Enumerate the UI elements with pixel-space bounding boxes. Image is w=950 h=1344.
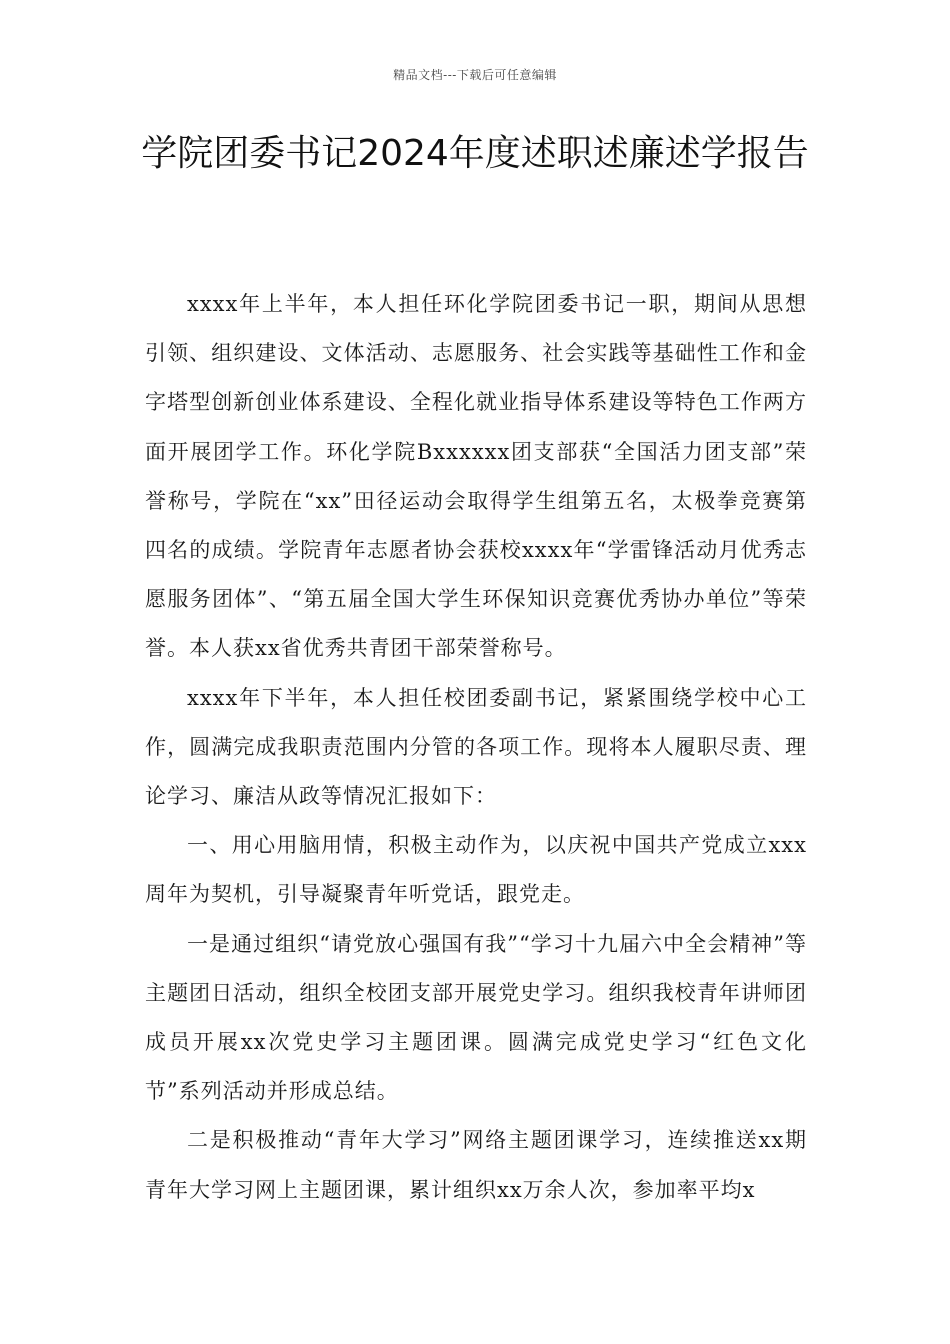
paragraph-2: xxxx年下半年，本人担任校团委副书记，紧紧围绕学校中心工作，圆满完成我职责范围内分管的各项工作。现将本人履职尽责、理论学习、廉洁从政等情况汇报如下： — [145, 685, 807, 809]
paragraph-1: xxxx年上半年，本人担任环化学院团委书记一职，期间从思想引领、组织建设、文体活动、志愿服务、社会实践等基础性工作和金字塔型创新创业体系建设、全程化就业指导体系建设等特色工作两方面开展团学工作。环化学院Bxxxxxx团支部获“全国活力团支部”荣誉称号，学院在“xx”田径运动会取得学生组第五名，太极拳竞赛第四名的成绩。学院青年志愿者协会获校xxxx年“学雷锋活动月优秀志愿服务团体”、“第五届全国大学生环保知识竞赛优秀协办单位”等荣誉。本人获xx省优秀共青团干部荣誉称号。 — [145, 292, 807, 661]
document-title: 学院团委书记2024年度述职述廉述学报告 — [141, 133, 809, 174]
paragraph-3: 一、用心用脑用情，积极主动作为，以庆祝中国共产党成立xxx周年为契机，引导凝聚青年听党话，跟党走。 — [145, 833, 807, 907]
document-body — [145, 280, 807, 1215]
paragraph-5: 二是积极推动“青年大学习”网络主题团课学习，连续推送xx期青年大学习网上主题团课，累计组织xx万余人次，参加率平均x — [145, 1128, 807, 1202]
paragraph-4: 一是通过组织“请党放心强国有我”“学习十九届六中全会精神”等主题团日活动，组织全校团支部开展党史学习。组织我校青年讲师团成员开展xx次党史学习主题团课。圆满完成党史学习“红色文化节”系列活动并形成总结。 — [145, 931, 807, 1104]
header-note: 精品文档---下载后可任意编辑 — [393, 68, 557, 82]
